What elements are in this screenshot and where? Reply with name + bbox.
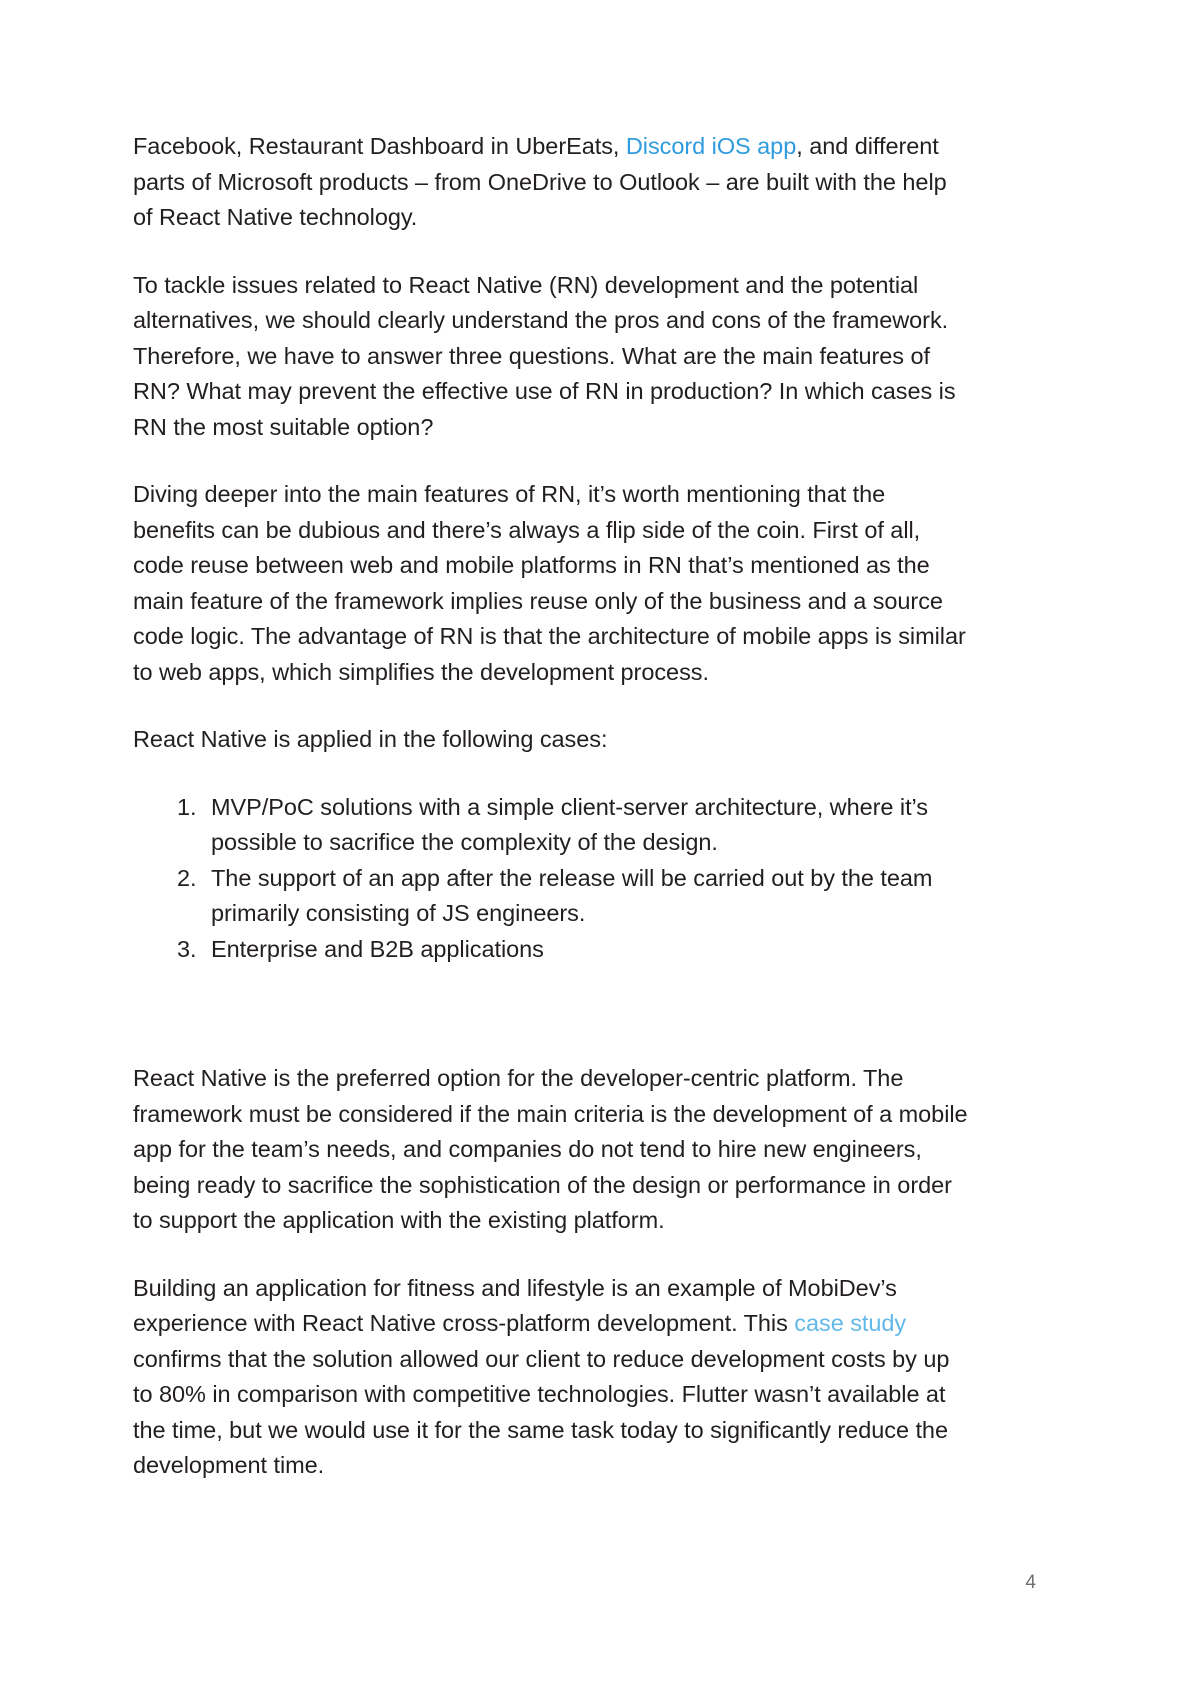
list-bottom-spacer bbox=[133, 999, 971, 1061]
paragraph-1-text-before-link: Facebook, Restaurant Dashboard in UberEats, bbox=[133, 133, 626, 159]
paragraph-6-text-after-link: confirms that the solution allowed our client to reduce development costs by up to 80% in comparison with competitive technologies. Flutter wasn’t available at the time, but we would use it for the same task today to significantly reduce the development time. bbox=[133, 1345, 950, 1478]
document-body bbox=[133, 129, 971, 1484]
discord-ios-app-link[interactable]: Discord iOS app bbox=[625, 133, 797, 159]
list-item: 1. MVP/PoC solutions with a simple client-server architecture, where it’s possible to sacrifice the complexity of the design. bbox=[203, 790, 971, 861]
case-study-link[interactable]: case study bbox=[794, 1310, 907, 1336]
paragraph-1 bbox=[133, 129, 971, 236]
paragraph-1-text-after-link: , and different parts of Microsoft products – from OneDrive to Outlook – are built with the help of React Native technology. bbox=[133, 133, 947, 230]
list-item: 2. The support of an app after the release will be carried out by the team primarily consisting of JS engineers. bbox=[203, 861, 971, 932]
paragraph-4-list-intro: React Native is applied in the following cases: bbox=[133, 726, 608, 752]
paragraph-5: React Native is the preferred option for the developer-centric platform. The framework must be considered if the main criteria is the development of a mobile app for the team’s needs, and companies do not tend to hire new engineers, being ready to sacrifice the sophistication of the design or performance in order to support the application with the existing platform. bbox=[133, 1065, 968, 1233]
page-number: 4 bbox=[1025, 1572, 1036, 1593]
list-item: 3. Enterprise and B2B applications bbox=[203, 932, 971, 968]
paragraph-6-text-before-link: Building an application for fitness and lifestyle is an example of MobiDev’s experience with React Native cross-platform development. This bbox=[133, 1274, 897, 1336]
paragraph-3: Diving deeper into the main features of RN, it’s worth mentioning that the benefits can be dubious and there’s always a flip side of the coin. First of all, code reuse between web and mobile platforms in RN that’s mentioned as the main feature of the framework implies reuse only of the business and a source code logic. The advantage of RN is that the architecture of mobile apps is similar to web apps, which simplifies the development process. bbox=[133, 481, 966, 685]
paragraph-6 bbox=[133, 1271, 971, 1484]
react-native-use-cases-list-block bbox=[133, 790, 971, 968]
react-native-use-cases-list bbox=[133, 790, 971, 968]
paragraph-2: To tackle issues related to React Native (RN) development and the potential alternatives, we should clearly understand the pros and cons of the framework. Therefore, we have to answer three questions. What are the main features of RN? What may prevent the effective use of RN in production? In which cases is RN the most suitable option? bbox=[133, 271, 956, 440]
